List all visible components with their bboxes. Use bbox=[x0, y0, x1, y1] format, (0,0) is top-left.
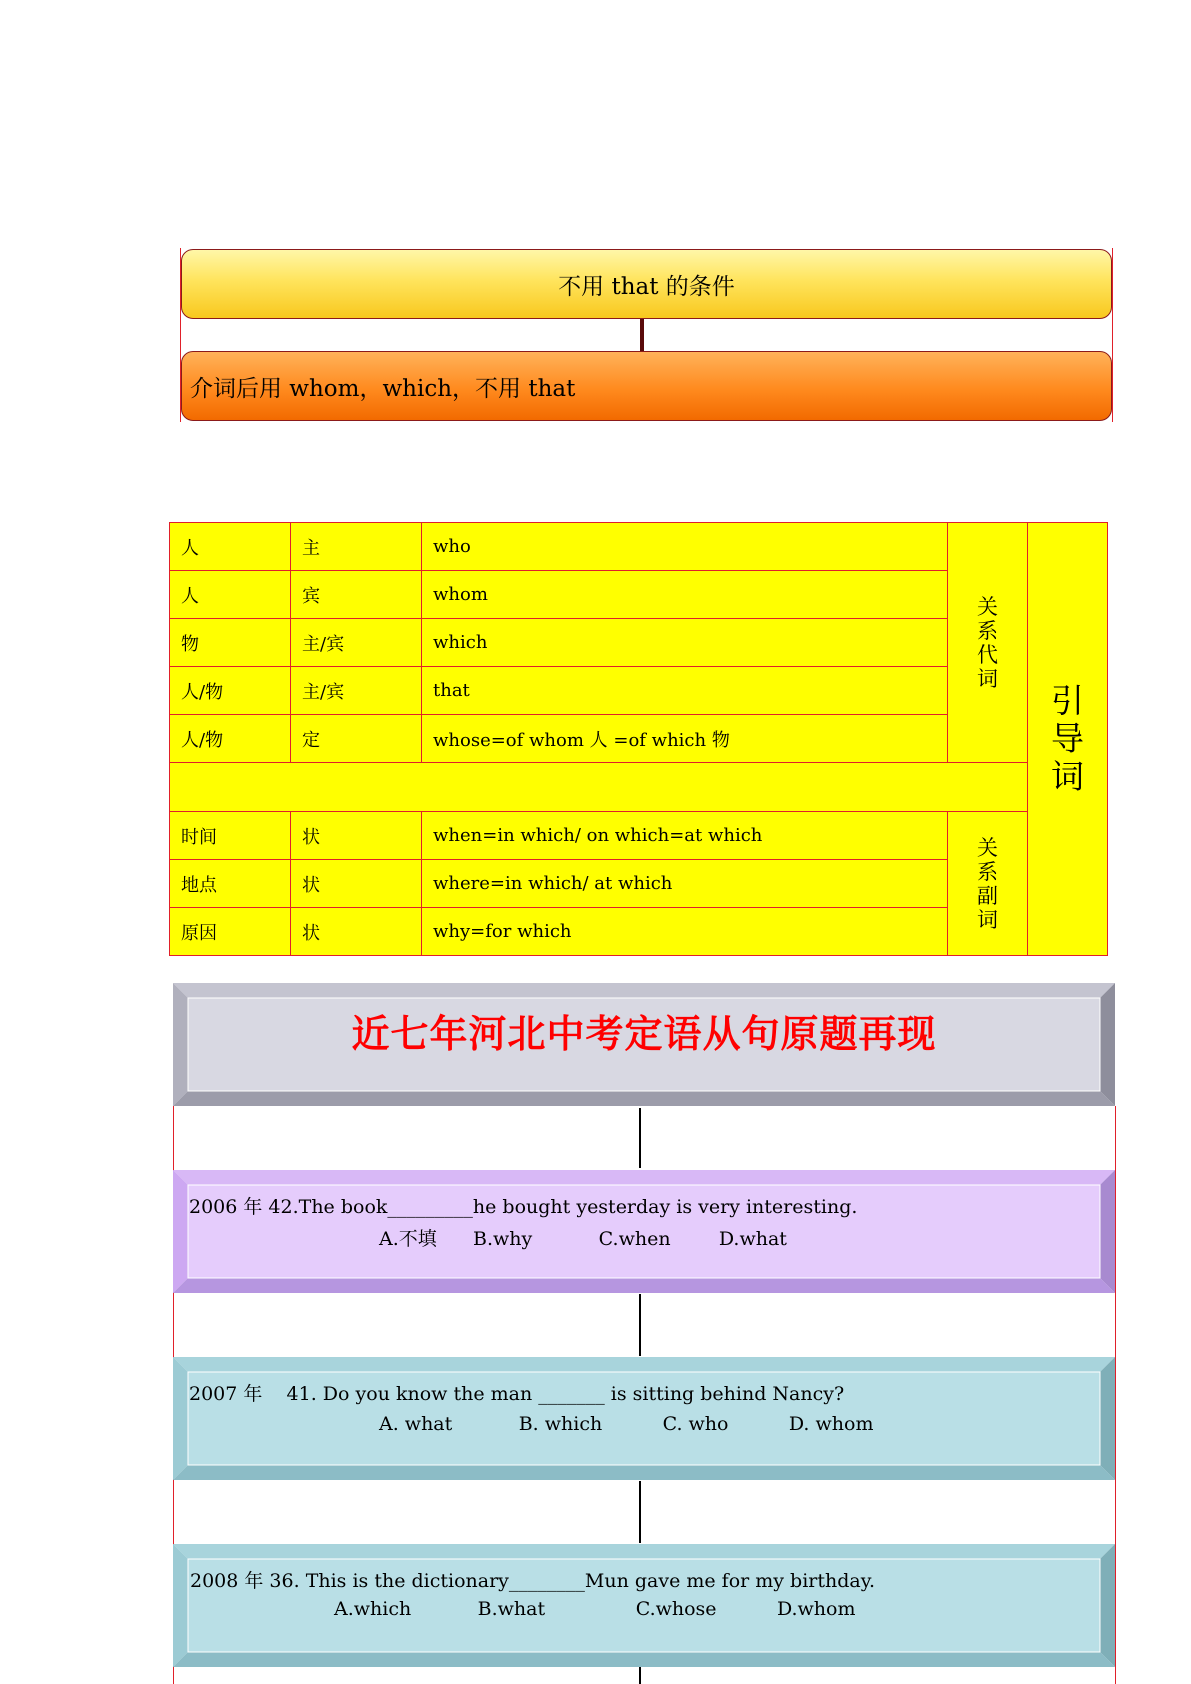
question-options: A.which B.what C.whose D.whom bbox=[334, 1598, 856, 1620]
relative-words-table bbox=[169, 522, 1108, 956]
condition-title-box bbox=[181, 249, 1112, 319]
table-cell-function: 定 bbox=[291, 715, 422, 763]
table-cell-function: 状 bbox=[291, 860, 422, 908]
table-row-spacer bbox=[170, 763, 1108, 812]
connector-line bbox=[639, 1294, 641, 1356]
section-rail-right bbox=[1115, 1106, 1116, 1684]
table-cell-function: 主 bbox=[291, 523, 422, 571]
connector-line bbox=[639, 1667, 641, 1684]
diagram-connector bbox=[640, 319, 644, 351]
table-cell-word: who bbox=[422, 523, 948, 571]
table-cell-word: when=in which/ on which=at which bbox=[422, 812, 948, 860]
condition-detail-text: 介词后用 whom，which，不用 that bbox=[190, 375, 576, 402]
table-cell-empty bbox=[170, 763, 1028, 812]
table-cell-function: 主/宾 bbox=[291, 667, 422, 715]
table-cell-antecedent: 人/物 bbox=[170, 715, 291, 763]
table-cell-word: whose=of whom 人 =of which 物 bbox=[422, 715, 948, 763]
table-cell-antecedent: 人 bbox=[170, 571, 291, 619]
question-stem: 2008 年 36. This is the dictionary________Mun gave me for my birthday. bbox=[190, 1570, 875, 1592]
question-box bbox=[173, 1170, 1115, 1293]
table-row bbox=[170, 523, 1108, 571]
table-cell-function: 宾 bbox=[291, 571, 422, 619]
question-stem: 2007 年 41. Do you know the man _______ is sitting behind Nancy? bbox=[189, 1383, 845, 1405]
question-options: A. what B. which C. who D. whom bbox=[379, 1413, 874, 1435]
question-stem: 2006 年 42.The book_________he bought yesterday is very interesting. bbox=[189, 1196, 858, 1218]
connector-line bbox=[639, 1108, 641, 1168]
label-relative-pronoun: 关系代词 bbox=[948, 523, 1028, 763]
section-title-box bbox=[173, 983, 1115, 1106]
table-cell-function: 主/宾 bbox=[291, 619, 422, 667]
connector-line bbox=[639, 1481, 641, 1543]
table-cell-antecedent: 地点 bbox=[170, 860, 291, 908]
label-guide-word: 引导词 bbox=[1028, 523, 1108, 956]
table-cell-word: where=in which/ at which bbox=[422, 860, 948, 908]
question-box bbox=[173, 1544, 1115, 1667]
label-relative-adverb: 关系副词 bbox=[948, 812, 1028, 956]
table-cell-antecedent: 物 bbox=[170, 619, 291, 667]
section-title: 近七年河北中考定语从句原题再现 bbox=[351, 1012, 937, 1056]
condition-detail-box bbox=[181, 351, 1112, 421]
table-cell-function: 状 bbox=[291, 908, 422, 956]
table-cell-antecedent: 原因 bbox=[170, 908, 291, 956]
condition-title-text: 不用 that 的条件 bbox=[558, 273, 735, 300]
table-cell-antecedent: 人 bbox=[170, 523, 291, 571]
table-cell-antecedent: 人/物 bbox=[170, 667, 291, 715]
table-cell-word: whom bbox=[422, 571, 948, 619]
table-cell-antecedent: 时间 bbox=[170, 812, 291, 860]
table-cell-word: why=for which bbox=[422, 908, 948, 956]
question-box bbox=[173, 1357, 1115, 1480]
table-cell-word: that bbox=[422, 667, 948, 715]
question-options: A.不填 B.why C.when D.what bbox=[379, 1228, 787, 1250]
table-cell-word: which bbox=[422, 619, 948, 667]
table-row bbox=[170, 812, 1108, 860]
table-cell-function: 状 bbox=[291, 812, 422, 860]
